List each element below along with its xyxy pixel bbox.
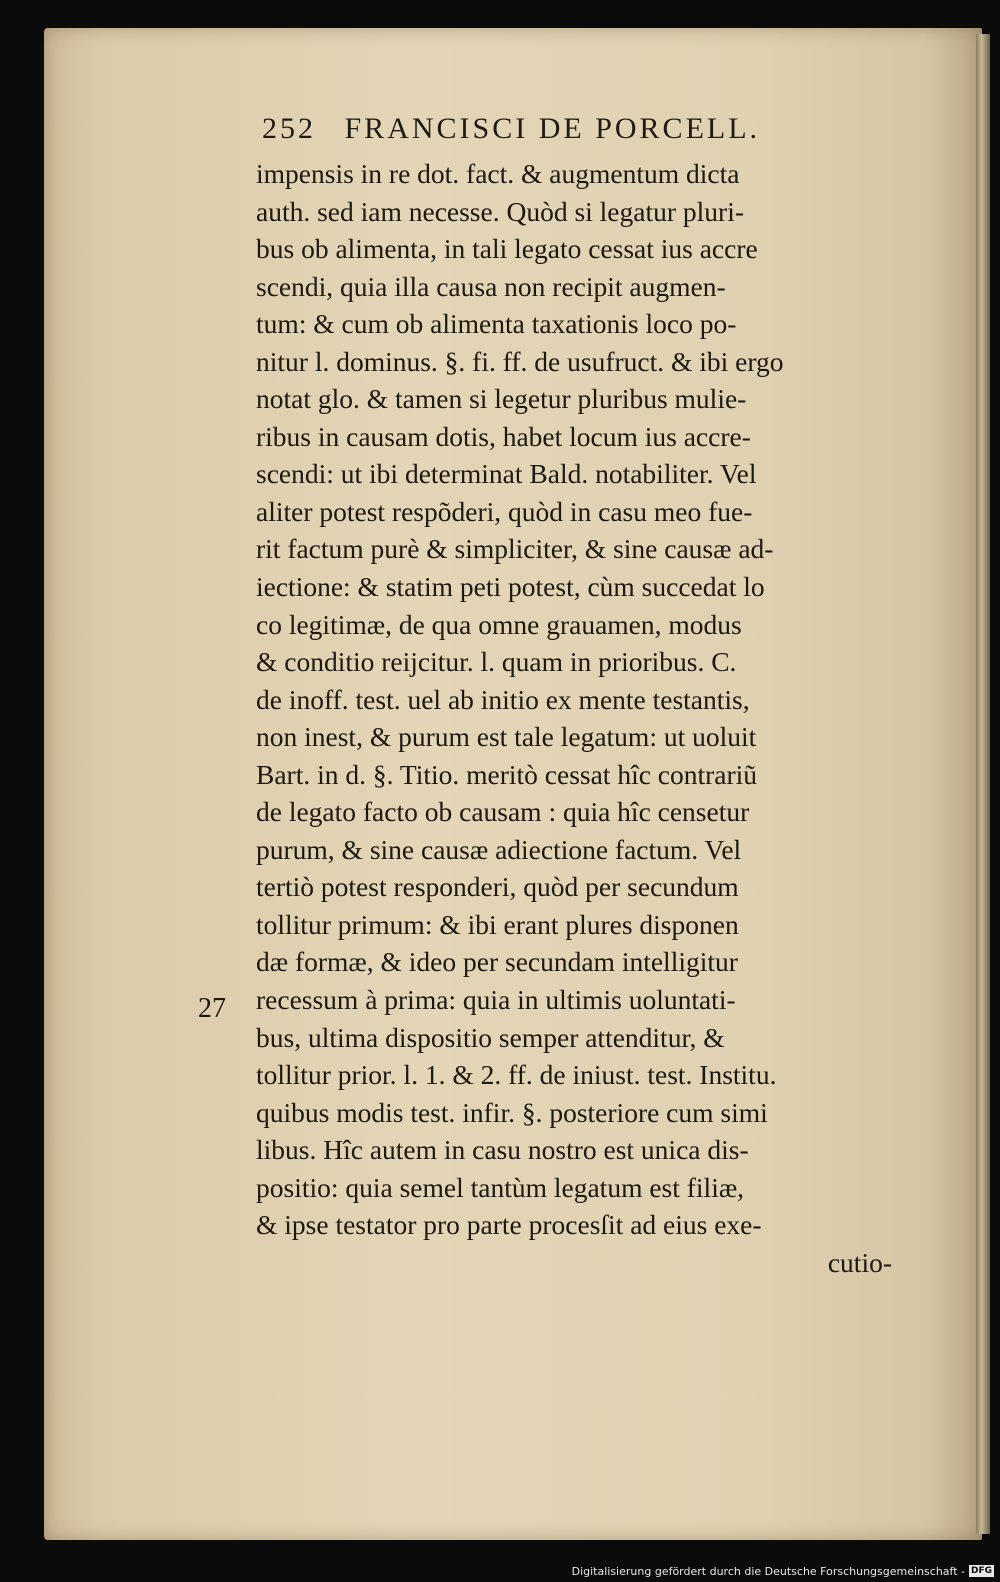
text-line: ribus in causam dotis, habet locum ius accre- [256,420,751,452]
text-line: tollitur primum: & ibi erant plures disponen [256,908,739,940]
text-line: nitur l. dominus. §. fi. ff. de usufruct. & ibi ergo [256,345,784,377]
text-line: & ipse testator pro parte procesſit ad eius exe- [256,1209,762,1241]
body-text [256,155,906,1281]
text-line: & conditio reijcitur. l. quam in prioribus. C. [256,646,737,678]
running-title: FRANCISCI DE PORCELL. [344,112,761,145]
text-line: Bart. in d. §. Titio. meritò cessat hîc contrariũ [256,758,758,790]
text-line: recessum à prima: quia in ultimis uoluntati- [256,984,736,1016]
catchword: cutio- [827,1246,892,1278]
text-line: libus. Hîc autem in casu nostro est unica dis- [256,1134,749,1166]
text-line: tertiò potest responderi, quòd per secundum [256,871,739,903]
text-line: dæ formæ, & ideo per secundam intelligitur [256,946,738,978]
text-line: non inest, & purum est tale legatum: ut uoluit [256,721,757,753]
footer-credit: Digitalisierung gefördert durch die Deutsche Forschungsgemeinschaft - [571,1564,965,1578]
text-line: auth. sed iam necesse. Quòd si legatur pluri- [256,195,744,227]
text-line: notat glo. & tamen si legetur pluribus mulie- [256,383,747,415]
text-line: bus, ultima dispositio semper attenditur, & [256,1021,725,1053]
text-line: de legato facto ob causam : quia hîc censetur [256,796,750,828]
margin-note: 27 [198,993,226,1024]
dfg-logo: DFG [970,1566,992,1576]
page-number: 252 [262,112,316,145]
running-header [262,112,862,152]
text-line: aliter potest respõderi, quòd in casu meo fue- [256,495,753,527]
text-line: impensis in re dot. fact. & augmentum dicta [256,158,740,189]
text-line: tollitur prior. l. 1. & 2. ff. de iniust. test. Institu. [256,1059,777,1091]
text-line: bus ob alimenta, in tali legato cessat ius accre [256,233,758,265]
text-line: positio: quia semel tantùm legatum est filiæ, [256,1171,745,1203]
text-line: tum: & cum ob alimenta taxationis loco po- [256,308,737,340]
text-line: scendi, quia illa causa non recipit augmen- [256,270,726,302]
digitization-footer [572,1562,994,1580]
text-line: co legitimæ, de qua omne grauamen, modus [256,608,742,640]
text-line: rit factum purè & simpliciter, & sine causæ ad- [256,533,774,565]
page-edge [976,34,990,1534]
text-line: iectione: & statim peti potest, cùm succedat lo [256,571,765,603]
text-line: purum, & sine causæ adiectione factum. Vel [256,833,742,865]
text-line: quibus modis test. infir. §. posteriore cum simi [256,1096,768,1128]
text-line: scendi: ut ibi determinat Bald. notabiliter. Vel [256,458,757,490]
text-line: de inoff. test. uel ab initio ex mente testantis, [256,683,750,715]
